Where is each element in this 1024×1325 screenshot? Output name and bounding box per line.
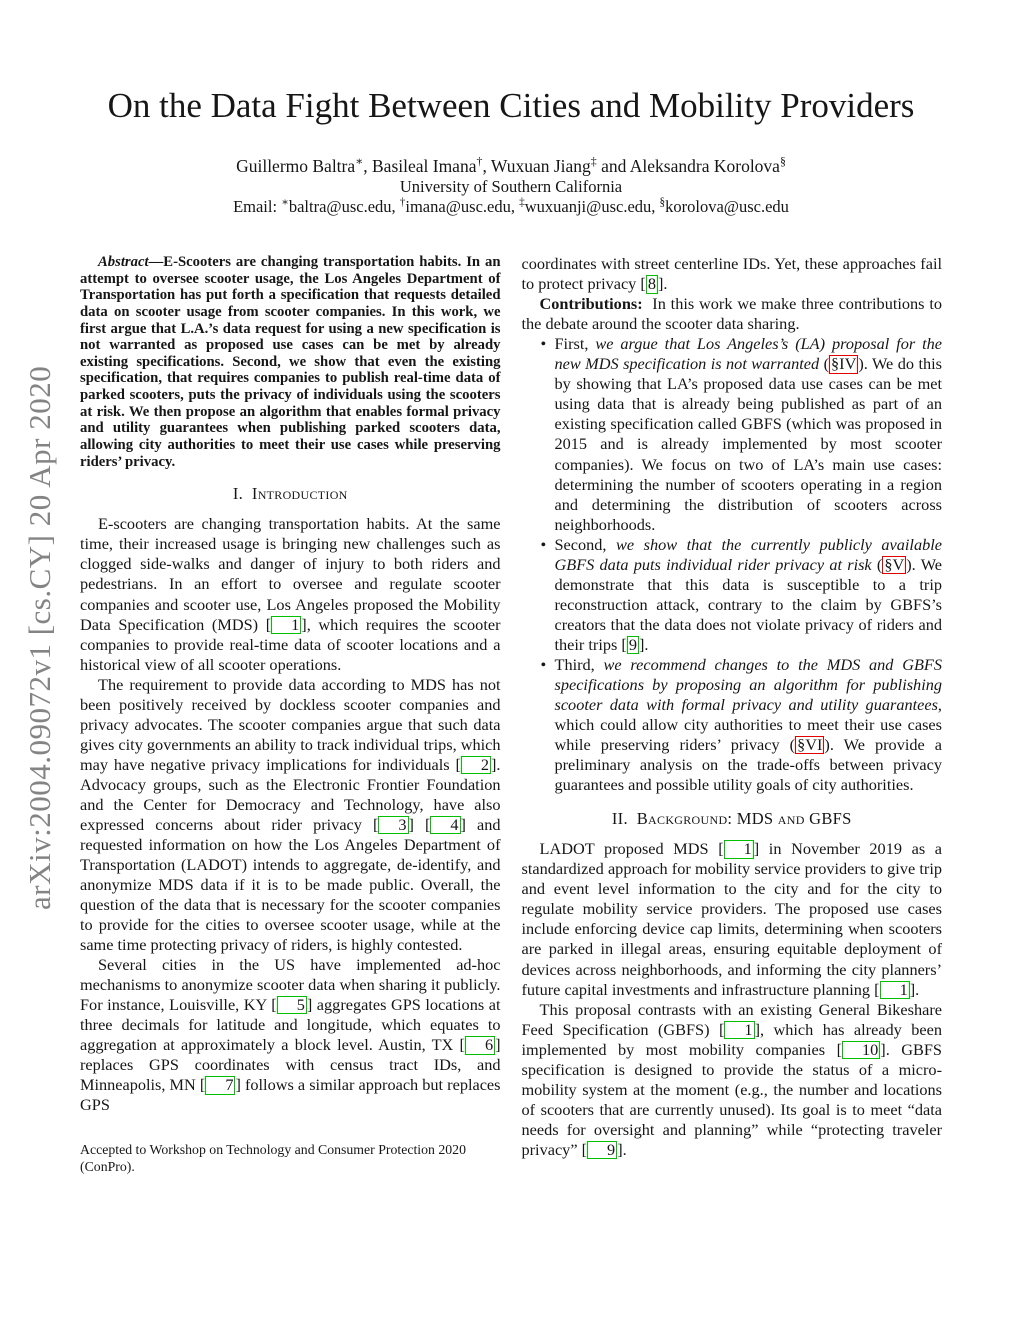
section-ref-link[interactable]: §VI [797, 734, 823, 754]
citation-link[interactable]: 1 [880, 981, 910, 999]
background-paragraph-2: This proposal contrasts with an existing General Bikeshare Feed Specification (GBFS) [ 1 ], which has already been implemented by most mobility companies [ 10 ]. GBFS specification is designed to provide the status of a micro-mobility system at the moment (e.g., the number and locations of scooters that are currently unused). Its goal is to meet “data needs for oversight and planning” while “protecting traveler privacy” [ 9 ]. [521, 999, 943, 1159]
left-column [80, 254, 501, 1175]
contribution-item-second: • Second, we show that the currently publicly available GBFS data puts individual rider privacy at risk ( §V ). We demonstrate that this data is susceptible to a trip reconstruction attack, contrary to the claim by GBFS’s creators that the data does not violate privacy of riders and their trips [ 9 ]. [522, 535, 943, 655]
citation-link[interactable]: 3 [378, 816, 408, 834]
section-ref-link[interactable]: §V [884, 554, 905, 574]
citation-link[interactable]: 1 [271, 616, 301, 634]
background-paragraph-1: LADOT proposed MDS [ 1 ] in November 2019 as a standardized approach for mobility service providers to give trip and event level information to the city and for the city to regulate mobility service providers. The proposed use cases include enforcing device cap limits, determining when scooters are parked in illegal areas, ensuring equitable deployment of devices across neighborhoods, and informing the city planners’ future capital investments and infrastructure planning [ 1 ]. [521, 839, 942, 999]
citation-link[interactable]: 8 [647, 274, 656, 294]
arxiv-watermark: arXiv:2004.09072v1 [cs.CY] 20 Apr 2020 [22, 365, 57, 911]
email-line: Email: ∗baltra@usc.edu, †imana@usc.edu, ‡wuxuanji@usc.edu, §korolova@usc.edu [233, 196, 789, 217]
acceptance-footnote: Accepted to Workshop on Technology and Consumer Protection 2020 (ConPro). [80, 1142, 466, 1174]
contribution-item-third: • Third, we recommend changes to the MDS and GBFS specifications by proposing an algorithm for publishing scooter data with formal privacy and utility guarantees, which could allow city authorities to meet their use cases while preserving riders’ privacy ( §VI ). We provide a preliminary analysis on the trade-offs between privacy guarantees and possible utility goals of city authorities. [522, 655, 943, 795]
intro-paragraph-2: The requirement to provide data according to MDS has not been positively received by dockless scooter companies and privacy advocates. The scooter companies argue that such data gives city governments an ability to track individual trips, which may have negative privacy implications for individuals [ 2 ]. Advocacy groups, such as the Electronic Frontier Foundation and the Center for Democracy and Technology, have also expressed concerns about rider privacy [ 3 ] [ 4 ] and requested information on how the Los Angeles Department of Transportation (LADOT) intends to aggregate, de-identify, and anonymize MDS data if it is to be made public. Overall, the question of the data that is necessary for the scooter companies to provide for the cities to oversee scooter usage, while at the same time protecting privacy of riders, is highly contested. [80, 674, 501, 955]
authors-line: Guillermo Baltra∗, Basileal Imana†, Wuxuan Jiang‡ and Aleksandra Korolova§ [236, 153, 786, 176]
contribution-item-first: • First, we argue that Los Angeles’s (LA) proposal for the new MDS specification is not warranted ( §IV ). We do this by showing that LA’s proposed data use cases can be met using data that is already being published as part of an existing specification called GBFS (which was proposed in 2015 and is already implemented by most scooter companies). We focus on two of LA’s main use cases: determining the number of scooters operating in a region and determining the distribution of scooters across neighborhoods. [522, 334, 943, 534]
paper-content [80, 82, 942, 1175]
affiliation: University of Southern California [399, 176, 623, 196]
section-ref-link[interactable]: §IV [831, 354, 857, 374]
paper-title: On the Data Fight Between Cities and Mobility Providers [107, 86, 915, 125]
intro-paragraph-3: Several cities in the US have implemented ad-hoc mechanisms to anonymize scooter data when sharing it publicly. For instance, Louisville, KY [ 5 ] aggregates GPS locations at three decimals for latitude and longitude, which equates to aggregation at approximately a block level. Austin, TX [ 6 ] replaces GPS coordinates with census tract IDs, and Minneapolis, MN [ 7 ] follows a similar approach but replaces GPS [80, 955, 501, 1115]
citation-link[interactable]: 6 [465, 1036, 495, 1054]
citation-link[interactable]: 1 [724, 840, 754, 858]
citation-link[interactable]: 9 [628, 634, 637, 654]
abstract-paragraph: Abstract—E-Scooters are changing transportation habits. In an attempt to oversee scooter usage, the Los Angeles Department of Transportation has put forth a specification that requests detailed data on scooter usage from scooter companies. In this work, we first argue that L.A.’s data request for using a new specification is not warranted as proposed use cases can be met by already existing specifications. Second, we show that even the existing specification, that requires companies to publish real-time data of parked scooters, puts the privacy of individuals using the scooters at risk. We then propose an algorithm that enables formal privacy and utility guarantees when publishing parked scooters data, allowing city authorities to meet their use cases while preserving riders’ privacy. [80, 254, 501, 470]
citation-link[interactable]: 10 [842, 1041, 880, 1059]
citation-link[interactable]: 7 [205, 1076, 235, 1094]
contributions-paragraph: Contributions: In this work we make three contributions to the debate around the scooter data sharing. [521, 294, 942, 334]
citation-link[interactable]: 2 [461, 756, 491, 774]
citation-link[interactable]: 1 [724, 1021, 754, 1039]
two-column-body [80, 254, 942, 1175]
right-column [522, 254, 943, 1175]
citation-link[interactable]: 5 [277, 996, 307, 1014]
section-heading-introduction: I. Introduction [232, 484, 348, 504]
contributions-list [522, 334, 943, 795]
author-block [80, 153, 942, 218]
section-heading-background: II. Background: MDS and GBFS [611, 809, 852, 829]
intro-paragraph-1: E-scooters are changing transportation habits. At the same time, their increased usage is bringing new challenges such as clogged side-walks and danger of injury to both riders and pedestrians. In an effort to oversee and regulate scooter companies and scooter use, Los Angeles proposed the Mobility Data Specification (MDS) [ 1 ], which requires the scooter companies to provide real-time data of scooter locations and a historical view of all scooter operations. [80, 514, 501, 674]
continuation-paragraph: coordinates with street centerline IDs. Yet, these approaches fail to protect privacy [ 8 ]. [521, 254, 942, 294]
citation-link[interactable]: 4 [430, 816, 460, 834]
citation-link[interactable]: 9 [587, 1141, 617, 1159]
